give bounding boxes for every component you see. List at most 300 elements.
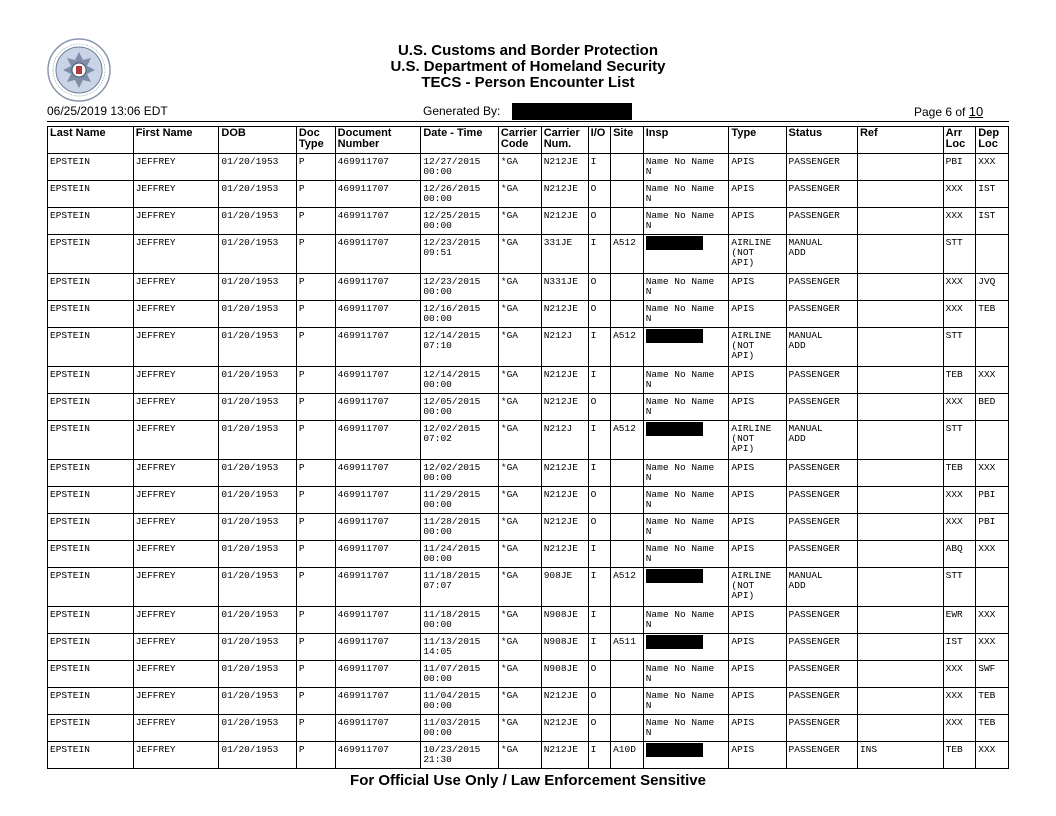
cell-last: EPSTEIN (48, 208, 134, 235)
cell-ref: INS (857, 742, 943, 769)
cell-carrier-code: *GA (498, 235, 541, 274)
cell-first: JEFFREY (133, 541, 219, 568)
cell-insp: Name No Name N (643, 607, 729, 634)
cell-status: PASSENGER (786, 715, 857, 742)
table-row (48, 688, 1009, 715)
cell-carrier-num: N212J (541, 328, 588, 367)
cell-ref (857, 487, 943, 514)
cell-arr: STT (943, 235, 976, 274)
cell-carrier-code: *GA (498, 541, 541, 568)
cell-arr: TEB (943, 367, 976, 394)
cell-carrier-code: *GA (498, 607, 541, 634)
cell-last: EPSTEIN (48, 235, 134, 274)
cell-doc-type: P (296, 541, 335, 568)
column-header: Dep Loc (976, 127, 1009, 154)
cell-dep: IST (976, 208, 1009, 235)
cell-arr: XXX (943, 487, 976, 514)
cell-doc-type: P (296, 742, 335, 769)
table-row (48, 487, 1009, 514)
table-row (48, 460, 1009, 487)
cell-io: O (588, 301, 610, 328)
cell-carrier-code: *GA (498, 328, 541, 367)
cell-ref (857, 541, 943, 568)
cell-doc-type: P (296, 301, 335, 328)
cell-type: APIS (729, 181, 786, 208)
cell-insp (643, 421, 729, 460)
cell-datetime: 11/03/2015 00:00 (421, 715, 499, 742)
generated-by-label: Generated By: (423, 104, 501, 118)
cell-insp: Name No Name N (643, 514, 729, 541)
cell-dep: PBI (976, 487, 1009, 514)
redaction-block (512, 103, 632, 120)
cell-datetime: 12/14/2015 00:00 (421, 367, 499, 394)
classification-notice: For Official Use Only / Law Enforcement Sensitive (350, 772, 706, 789)
cell-carrier-code: *GA (498, 274, 541, 301)
cell-io: I (588, 460, 610, 487)
cell-first: JEFFREY (133, 661, 219, 688)
cell-first: JEFFREY (133, 328, 219, 367)
cell-last: EPSTEIN (48, 181, 134, 208)
cell-ref (857, 568, 943, 607)
cell-arr: STT (943, 328, 976, 367)
cell-insp: Name No Name N (643, 154, 729, 181)
column-header: Document Number (335, 127, 421, 154)
cell-io: I (588, 634, 610, 661)
cell-first: JEFFREY (133, 634, 219, 661)
table-row (48, 541, 1009, 568)
cell-status: PASSENGER (786, 460, 857, 487)
cell-io: I (588, 367, 610, 394)
cell-insp (643, 742, 729, 769)
cell-insp (643, 235, 729, 274)
cell-status: PASSENGER (786, 181, 857, 208)
cell-doc-num: 469911707 (335, 235, 421, 274)
cell-datetime: 11/24/2015 00:00 (421, 541, 499, 568)
cell-datetime: 11/18/2015 07:07 (421, 568, 499, 607)
cell-status: PASSENGER (786, 394, 857, 421)
cell-site (611, 367, 644, 394)
cell-carrier-num: N212JE (541, 541, 588, 568)
cell-carrier-num: N212JE (541, 367, 588, 394)
cell-doc-type: P (296, 688, 335, 715)
cell-last: EPSTEIN (48, 487, 134, 514)
cell-last: EPSTEIN (48, 367, 134, 394)
cell-carrier-num: N212JE (541, 301, 588, 328)
cell-ref (857, 421, 943, 460)
redaction-block (646, 329, 703, 343)
encounter-table (47, 126, 1009, 769)
page-total: 10 (968, 104, 984, 119)
cell-dep: TEB (976, 301, 1009, 328)
cell-io: I (588, 541, 610, 568)
cell-arr: XXX (943, 715, 976, 742)
table-row (48, 181, 1009, 208)
cell-datetime: 11/29/2015 00:00 (421, 487, 499, 514)
cell-status: PASSENGER (786, 301, 857, 328)
cell-dep: XXX (976, 460, 1009, 487)
cell-site: A511 (611, 634, 644, 661)
cell-carrier-num: N331JE (541, 274, 588, 301)
cell-datetime: 12/25/2015 00:00 (421, 208, 499, 235)
cell-last: EPSTEIN (48, 568, 134, 607)
report-timestamp: 06/25/2019 13:06 EDT (47, 104, 168, 118)
cell-doc-num: 469911707 (335, 742, 421, 769)
cell-status: MANUAL ADD (786, 568, 857, 607)
table-row (48, 742, 1009, 769)
cell-dob: 01/20/1953 (219, 394, 297, 421)
cell-carrier-code: *GA (498, 460, 541, 487)
cell-last: EPSTEIN (48, 715, 134, 742)
cell-arr: EWR (943, 607, 976, 634)
cell-site (611, 394, 644, 421)
cell-carrier-code: *GA (498, 715, 541, 742)
cell-dep: BED (976, 394, 1009, 421)
cell-insp: Name No Name N (643, 208, 729, 235)
cell-ref (857, 607, 943, 634)
table-row (48, 607, 1009, 634)
cell-ref (857, 274, 943, 301)
cell-dep: IST (976, 181, 1009, 208)
header-rule (47, 121, 1009, 122)
cell-ref (857, 367, 943, 394)
cell-type: APIS (729, 367, 786, 394)
cell-carrier-code: *GA (498, 742, 541, 769)
cell-last: EPSTEIN (48, 154, 134, 181)
column-header: Site (611, 127, 644, 154)
cell-first: JEFFREY (133, 568, 219, 607)
cell-site (611, 607, 644, 634)
table-header-row (48, 127, 1009, 154)
cell-site (611, 460, 644, 487)
table-row (48, 514, 1009, 541)
cell-site: A512 (611, 421, 644, 460)
cell-arr: STT (943, 568, 976, 607)
cell-datetime: 11/28/2015 00:00 (421, 514, 499, 541)
cell-doc-num: 469911707 (335, 460, 421, 487)
cell-dep: XXX (976, 541, 1009, 568)
cell-first: JEFFREY (133, 460, 219, 487)
cell-io: I (588, 742, 610, 769)
cell-dep: TEB (976, 688, 1009, 715)
cell-last: EPSTEIN (48, 688, 134, 715)
cell-first: JEFFREY (133, 181, 219, 208)
cell-type: APIS (729, 607, 786, 634)
redaction-block (646, 236, 703, 250)
cell-type: APIS (729, 301, 786, 328)
cell-datetime: 11/04/2015 00:00 (421, 688, 499, 715)
cell-status: PASSENGER (786, 742, 857, 769)
cell-doc-num: 469911707 (335, 181, 421, 208)
cell-ref (857, 208, 943, 235)
cell-dob: 01/20/1953 (219, 367, 297, 394)
cell-carrier-code: *GA (498, 421, 541, 460)
cell-ref (857, 460, 943, 487)
cell-arr: XXX (943, 181, 976, 208)
cell-dep: JVQ (976, 274, 1009, 301)
cell-doc-num: 469911707 (335, 487, 421, 514)
cell-ref (857, 688, 943, 715)
cell-first: JEFFREY (133, 367, 219, 394)
page-label: Page 6 of (914, 105, 966, 119)
cell-io: O (588, 715, 610, 742)
cell-doc-type: P (296, 235, 335, 274)
cell-status: MANUAL ADD (786, 328, 857, 367)
table-row (48, 661, 1009, 688)
column-header: First Name (133, 127, 219, 154)
cell-status: PASSENGER (786, 367, 857, 394)
cell-status: PASSENGER (786, 487, 857, 514)
cell-site (611, 181, 644, 208)
column-header: Doc Type (296, 127, 335, 154)
cell-type: APIS (729, 688, 786, 715)
cell-doc-num: 469911707 (335, 568, 421, 607)
cell-carrier-code: *GA (498, 661, 541, 688)
cell-type: APIS (729, 541, 786, 568)
cell-carrier-code: *GA (498, 394, 541, 421)
cell-first: JEFFREY (133, 688, 219, 715)
cell-first: JEFFREY (133, 421, 219, 460)
cell-last: EPSTEIN (48, 742, 134, 769)
cell-status: PASSENGER (786, 607, 857, 634)
cell-carrier-num: N212JE (541, 742, 588, 769)
cell-site: A512 (611, 235, 644, 274)
cell-datetime: 12/23/2015 00:00 (421, 274, 499, 301)
cell-carrier-num: N212JE (541, 394, 588, 421)
cell-doc-num: 469911707 (335, 421, 421, 460)
cell-carrier-num: N212JE (541, 460, 588, 487)
cell-io: O (588, 688, 610, 715)
cell-ref (857, 514, 943, 541)
cell-type: APIS (729, 634, 786, 661)
cell-status: PASSENGER (786, 208, 857, 235)
cell-carrier-num: 908JE (541, 568, 588, 607)
cell-type: AIRLINE (NOT API) (729, 421, 786, 460)
cell-doc-type: P (296, 394, 335, 421)
cell-last: EPSTEIN (48, 421, 134, 460)
cell-dep: XXX (976, 607, 1009, 634)
cell-carrier-code: *GA (498, 688, 541, 715)
cell-status: MANUAL ADD (786, 235, 857, 274)
cell-carrier-num: N212JE (541, 514, 588, 541)
cell-carrier-num: N212JE (541, 181, 588, 208)
cell-carrier-code: *GA (498, 514, 541, 541)
cell-dep (976, 421, 1009, 460)
cell-carrier-num: N212JE (541, 208, 588, 235)
cell-doc-type: P (296, 274, 335, 301)
cell-dob: 01/20/1953 (219, 487, 297, 514)
cell-ref (857, 715, 943, 742)
table-row (48, 394, 1009, 421)
cell-io: I (588, 235, 610, 274)
cell-doc-type: P (296, 661, 335, 688)
cell-doc-type: P (296, 208, 335, 235)
table-row (48, 274, 1009, 301)
cell-dep: XXX (976, 154, 1009, 181)
cell-io: I (588, 421, 610, 460)
cell-datetime: 12/02/2015 07:02 (421, 421, 499, 460)
table-row (48, 421, 1009, 460)
cell-status: PASSENGER (786, 634, 857, 661)
cell-io: O (588, 661, 610, 688)
cell-dep: XXX (976, 367, 1009, 394)
redaction-block (646, 635, 703, 649)
cell-last: EPSTEIN (48, 328, 134, 367)
cell-site (611, 487, 644, 514)
cell-doc-type: P (296, 181, 335, 208)
table-row (48, 235, 1009, 274)
cell-ref (857, 328, 943, 367)
cell-site (611, 688, 644, 715)
cell-carrier-num: N212JE (541, 154, 588, 181)
cell-io: O (588, 274, 610, 301)
cell-status: PASSENGER (786, 274, 857, 301)
cell-doc-num: 469911707 (335, 301, 421, 328)
cell-dob: 01/20/1953 (219, 460, 297, 487)
cell-dob: 01/20/1953 (219, 607, 297, 634)
cell-first: JEFFREY (133, 154, 219, 181)
cell-doc-num: 469911707 (335, 514, 421, 541)
cell-doc-num: 469911707 (335, 607, 421, 634)
table-row (48, 208, 1009, 235)
cell-arr: TEB (943, 742, 976, 769)
cell-io: O (588, 394, 610, 421)
cell-arr: XXX (943, 274, 976, 301)
column-header: Date - Time (421, 127, 499, 154)
cell-doc-type: P (296, 514, 335, 541)
cell-site: A10D (611, 742, 644, 769)
redaction-block (646, 422, 703, 436)
column-header: Status (786, 127, 857, 154)
cell-dep (976, 235, 1009, 274)
cell-dob: 01/20/1953 (219, 274, 297, 301)
cell-last: EPSTEIN (48, 607, 134, 634)
cell-dob: 01/20/1953 (219, 568, 297, 607)
cell-doc-num: 469911707 (335, 661, 421, 688)
cell-dep (976, 328, 1009, 367)
cell-carrier-num: N212JE (541, 487, 588, 514)
cell-insp (643, 328, 729, 367)
cell-dep: XXX (976, 634, 1009, 661)
column-header: Last Name (48, 127, 134, 154)
cell-doc-num: 469911707 (335, 208, 421, 235)
cell-insp (643, 634, 729, 661)
cell-datetime: 12/23/2015 09:51 (421, 235, 499, 274)
cell-carrier-code: *GA (498, 181, 541, 208)
cell-first: JEFFREY (133, 301, 219, 328)
cell-last: EPSTEIN (48, 460, 134, 487)
cell-insp: Name No Name N (643, 394, 729, 421)
cell-insp: Name No Name N (643, 460, 729, 487)
cell-doc-type: P (296, 328, 335, 367)
cell-datetime: 11/18/2015 00:00 (421, 607, 499, 634)
redaction-block (646, 569, 703, 583)
cell-arr: XXX (943, 301, 976, 328)
cell-first: JEFFREY (133, 274, 219, 301)
column-header: Carrier Code (498, 127, 541, 154)
cell-carrier-num: N908JE (541, 634, 588, 661)
cell-dob: 01/20/1953 (219, 181, 297, 208)
cell-insp (643, 568, 729, 607)
cell-dob: 01/20/1953 (219, 235, 297, 274)
cell-last: EPSTEIN (48, 514, 134, 541)
cell-first: JEFFREY (133, 208, 219, 235)
cell-doc-type: P (296, 421, 335, 460)
cell-datetime: 12/02/2015 00:00 (421, 460, 499, 487)
cell-doc-num: 469911707 (335, 634, 421, 661)
cell-insp: Name No Name N (643, 688, 729, 715)
cell-status: PASSENGER (786, 154, 857, 181)
cell-dob: 01/20/1953 (219, 688, 297, 715)
cell-insp: Name No Name N (643, 715, 729, 742)
cell-dep: XXX (976, 742, 1009, 769)
cell-insp: Name No Name N (643, 487, 729, 514)
cell-datetime: 12/27/2015 00:00 (421, 154, 499, 181)
table-row (48, 301, 1009, 328)
cell-carrier-num: N908JE (541, 607, 588, 634)
cell-ref (857, 154, 943, 181)
cell-status: PASSENGER (786, 541, 857, 568)
cell-dob: 01/20/1953 (219, 208, 297, 235)
cell-doc-num: 469911707 (335, 541, 421, 568)
cell-arr: XXX (943, 661, 976, 688)
cell-doc-num: 469911707 (335, 154, 421, 181)
cell-io: O (588, 181, 610, 208)
cell-doc-type: P (296, 154, 335, 181)
agency-title: U.S. Customs and Border Protection (397, 42, 659, 59)
column-header: I/O (588, 127, 610, 154)
cell-doc-type: P (296, 460, 335, 487)
cell-type: APIS (729, 715, 786, 742)
cell-insp: Name No Name N (643, 367, 729, 394)
cell-insp: Name No Name N (643, 274, 729, 301)
cell-carrier-code: *GA (498, 154, 541, 181)
cell-ref (857, 394, 943, 421)
report-header (0, 43, 1056, 91)
cell-arr: STT (943, 421, 976, 460)
cell-last: EPSTEIN (48, 394, 134, 421)
cell-type: APIS (729, 742, 786, 769)
cell-type: AIRLINE (NOT API) (729, 235, 786, 274)
cell-datetime: 10/23/2015 21:30 (421, 742, 499, 769)
column-header: DOB (219, 127, 297, 154)
cell-first: JEFFREY (133, 235, 219, 274)
cell-carrier-code: *GA (498, 301, 541, 328)
cell-last: EPSTEIN (48, 541, 134, 568)
cell-datetime: 12/16/2015 00:00 (421, 301, 499, 328)
table-row (48, 367, 1009, 394)
department-title: U.S. Department of Homeland Security (390, 58, 666, 75)
cell-doc-type: P (296, 568, 335, 607)
column-header: Ref (857, 127, 943, 154)
cell-io: I (588, 607, 610, 634)
cell-dep: PBI (976, 514, 1009, 541)
cell-dob: 01/20/1953 (219, 661, 297, 688)
cell-dob: 01/20/1953 (219, 715, 297, 742)
cell-last: EPSTEIN (48, 634, 134, 661)
cell-first: JEFFREY (133, 394, 219, 421)
column-header: Type (729, 127, 786, 154)
column-header: Carrier Num. (541, 127, 588, 154)
cell-arr: ABQ (943, 541, 976, 568)
cell-io: O (588, 514, 610, 541)
cell-dob: 01/20/1953 (219, 328, 297, 367)
cell-carrier-num: N212J (541, 421, 588, 460)
cell-dob: 01/20/1953 (219, 742, 297, 769)
cell-first: JEFFREY (133, 607, 219, 634)
cell-dob: 01/20/1953 (219, 634, 297, 661)
cell-insp: Name No Name N (643, 301, 729, 328)
cell-insp: Name No Name N (643, 541, 729, 568)
